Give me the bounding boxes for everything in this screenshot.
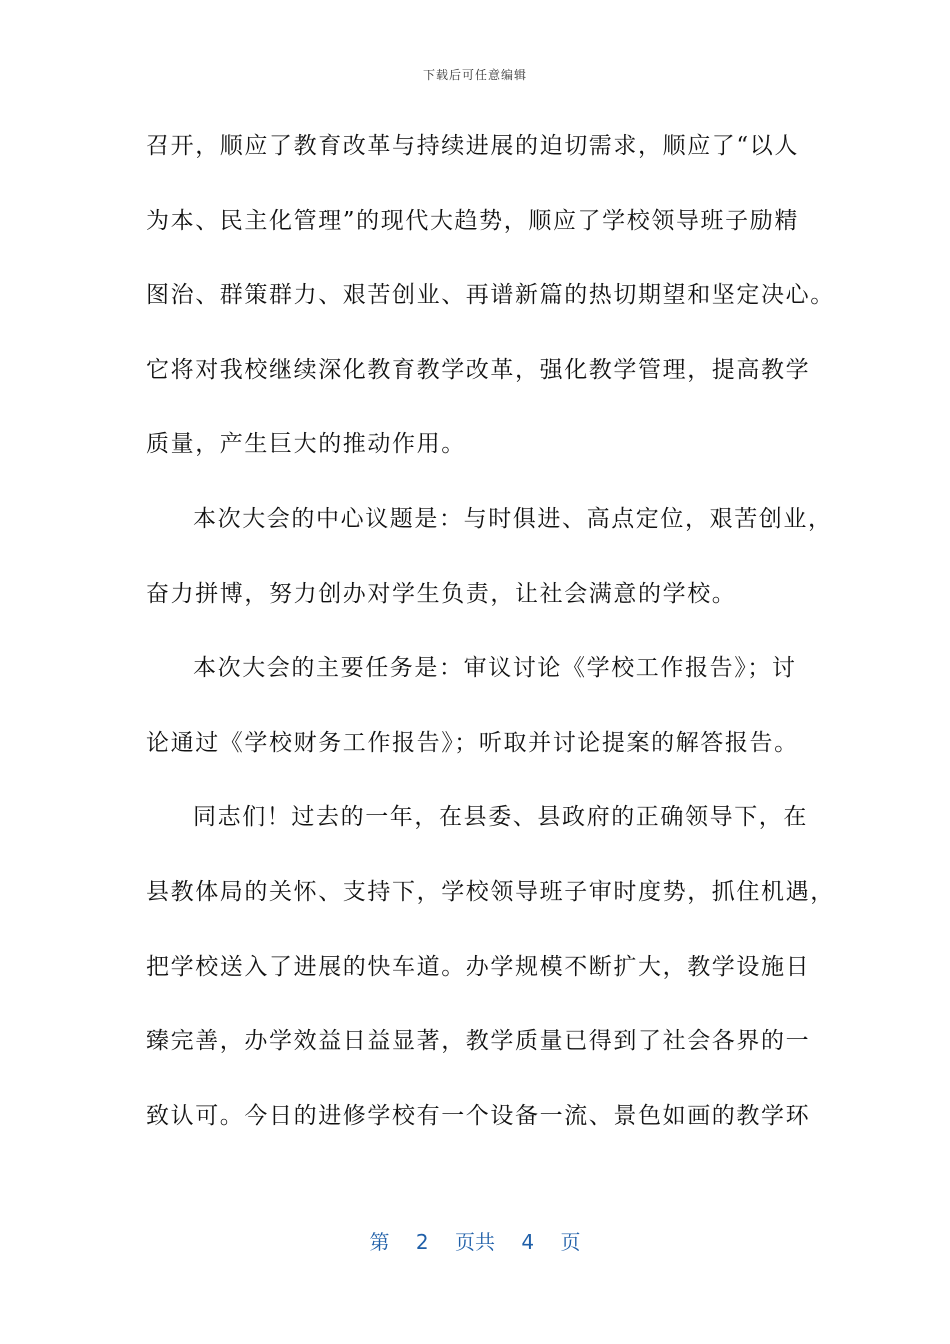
paragraph-start-line: 本次大会的中心议题是：与时俱进、高点定位，艰苦创业， [193, 505, 833, 532]
paragraph-start-line: 同志们！过去的一年，在县委、县政府的正确领导下，在 [193, 804, 808, 831]
text-line: 为本、民主化管理”的现代大趋势，顺应了学校领导班子励精 [146, 207, 799, 234]
header-note: 下载后可任意编辑 [422, 68, 527, 82]
page-number-footer [0, 1226, 950, 1255]
document-body [146, 126, 835, 1170]
page-suffix: 页 [560, 1230, 581, 1254]
page-total: 4 [521, 1230, 535, 1254]
paragraph-start-line: 本次大会的主要任务是：审议讨论《学校工作报告》；讨 [193, 655, 797, 682]
text-line: 奋力拼博，努力创办对学生负责，让社会满意的学校。 [146, 580, 737, 607]
text-line: 它将对我校继续深化教育教学改革，强化教学管理，提高教学 [146, 356, 811, 383]
page-middle: 页共 [455, 1230, 495, 1254]
text-line: 致认可。今日的进修学校有一个设备一流、景色如画的教学环 [146, 1102, 811, 1129]
text-line: 召开，顺应了教育改革与持续进展的迫切需求，顺应了“以人 [146, 133, 799, 159]
page-prefix: 第 [369, 1230, 390, 1254]
text-line: 质量，产生巨大的推动作用。 [146, 431, 466, 458]
text-line: 把学校送入了进展的快车道。办学规模不断扩大，教学设施日 [146, 953, 811, 980]
page-current: 2 [415, 1230, 429, 1254]
text-line: 图治、群策群力、艰苦创业、再谱新篇的热切期望和坚定决心。 [146, 282, 835, 309]
text-line: 臻完善，办学效益日益显著，教学质量已得到了社会各界的一 [146, 1028, 811, 1055]
text-line: 论通过《学校财务工作报告》；听取并讨论提案的解答报告。 [146, 729, 799, 756]
text-line: 县教体局的关怀、支持下，学校领导班子审时度势，抓住机遇， [146, 878, 835, 905]
